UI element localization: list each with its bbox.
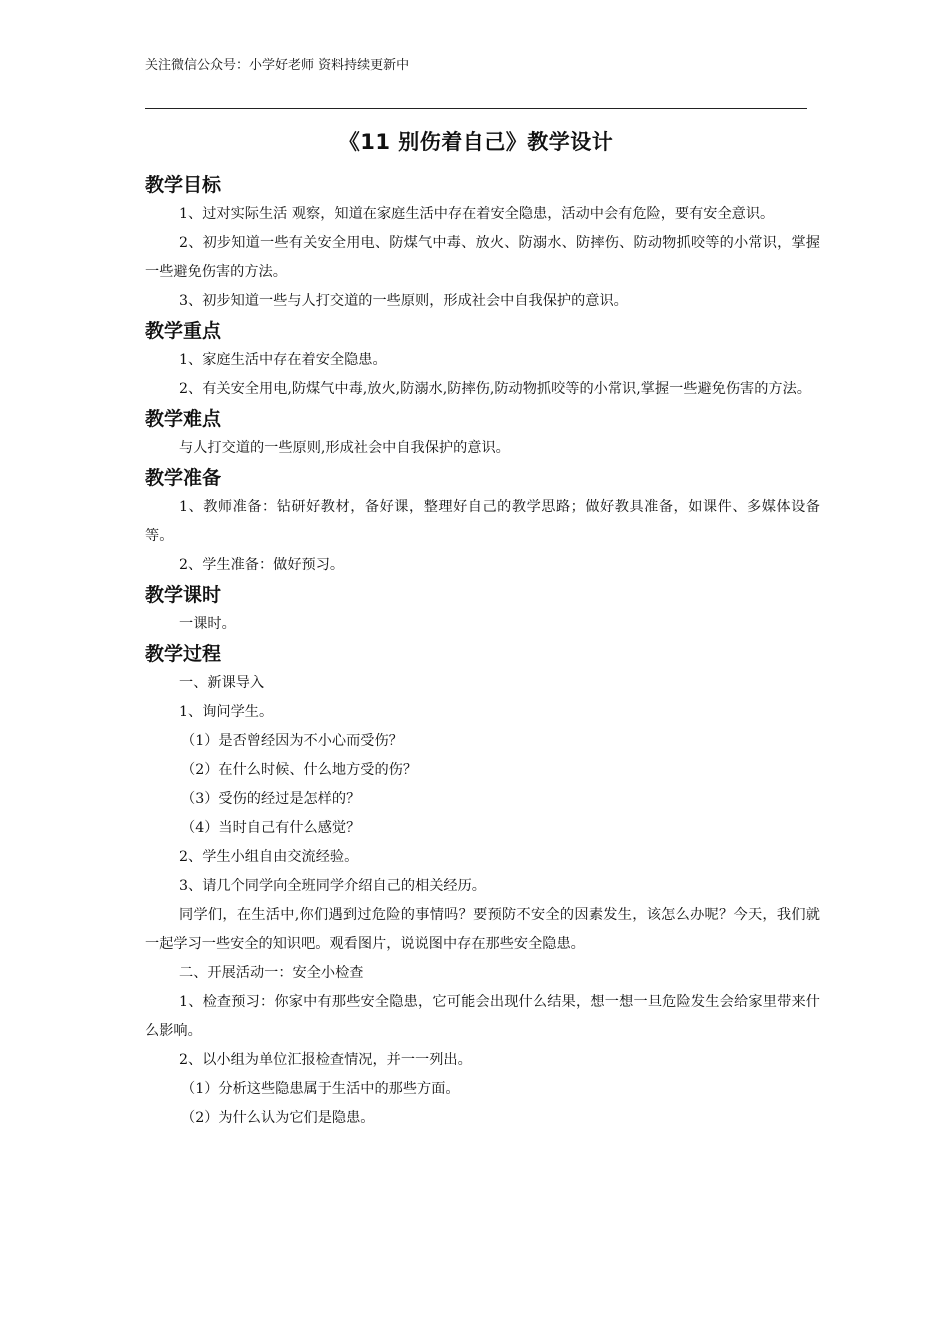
paragraph: 同学们，在生活中,你们遇到过危险的事情吗？要预防不安全的因素发生，该怎么办呢？今天，我们就一起学习一些安全的知识吧。观看图片，说说图中存在那些安全隐患。: [145, 907, 820, 952]
section-difficulties: [145, 404, 820, 463]
paragraph: 1、检查预习：你家中有那些安全隐患，它可能会出现什么结果，想一想一旦危险发生会给家里带来什么影响。: [145, 994, 820, 1039]
section-heading: 教学课时: [145, 584, 222, 606]
section-heading: 教学过程: [145, 643, 222, 665]
section-key-points: [145, 316, 820, 404]
document-body: [145, 170, 820, 1133]
document-title: 《11 别伤着自己》教学设计: [338, 130, 614, 154]
header-divider: [145, 108, 807, 109]
paragraph: （2）在什么时候、什么地方受的伤？: [181, 762, 418, 778]
paragraph: 1、询问学生。: [179, 704, 274, 720]
section-class-hours: [145, 580, 820, 639]
paragraph: 2、有关安全用电,防煤气中毒,放火,防溺水,防摔伤,防动物抓咬等的小常识,掌握一些避免伤害的方法。: [179, 381, 811, 397]
section-process: [145, 639, 820, 1133]
section-objectives: [145, 170, 820, 316]
section-heading: 教学重点: [145, 320, 222, 342]
paragraph: （1）是否曾经因为不小心而受伤？: [181, 733, 403, 749]
paragraph: 与人打交道的一些原则,形成社会中自我保护的意识。: [179, 440, 510, 456]
header-note: 关注微信公众号：小学好老师 资料持续更新中: [145, 58, 410, 73]
section-heading: 教学目标: [145, 174, 222, 196]
paragraph: （3）受伤的经过是怎样的？: [181, 791, 361, 807]
paragraph: 一、新课导入: [179, 675, 265, 691]
paragraph: 1、家庭生活中存在着安全隐患。: [179, 352, 387, 368]
paragraph: 2、初步知道一些有关安全用电、防煤气中毒、放火、防溺水、防摔伤、防动物抓咬等的小常识，掌握一些避免伤害的方法。: [145, 235, 820, 280]
paragraph: 2、学生小组自由交流经验。: [179, 849, 359, 865]
paragraph: （2）为什么认为它们是隐患。: [181, 1110, 375, 1126]
paragraph: 二、开展活动一：安全小检查: [179, 965, 364, 981]
paragraph: 1、过对实际生活 观察，知道在家庭生活中存在着安全隐患，活动中会有危险，要有安全意识。: [179, 206, 775, 222]
section-heading: 教学难点: [145, 408, 222, 430]
section-heading: 教学准备: [145, 467, 222, 489]
section-preparation: [145, 463, 820, 580]
paragraph: 2、学生准备：做好预习。: [179, 557, 345, 573]
paragraph: 3、请几个同学向全班同学介绍自己的相关经历。: [179, 878, 486, 894]
paragraph: 3、初步知道一些与人打交道的一些原则，形成社会中自我保护的意识。: [179, 293, 628, 309]
paragraph: 一课时。: [179, 616, 236, 632]
paragraph: （4）当时自己有什么感觉？: [181, 820, 361, 836]
paragraph: 1、教师准备：钻研好教材，备好课，整理好自己的教学思路；做好教具准备，如课件、多媒体设备等。: [145, 499, 820, 544]
paragraph: （1）分析这些隐患属于生活中的那些方面。: [181, 1081, 460, 1097]
paragraph: 2、以小组为单位汇报检查情况，并一一列出。: [179, 1052, 472, 1068]
